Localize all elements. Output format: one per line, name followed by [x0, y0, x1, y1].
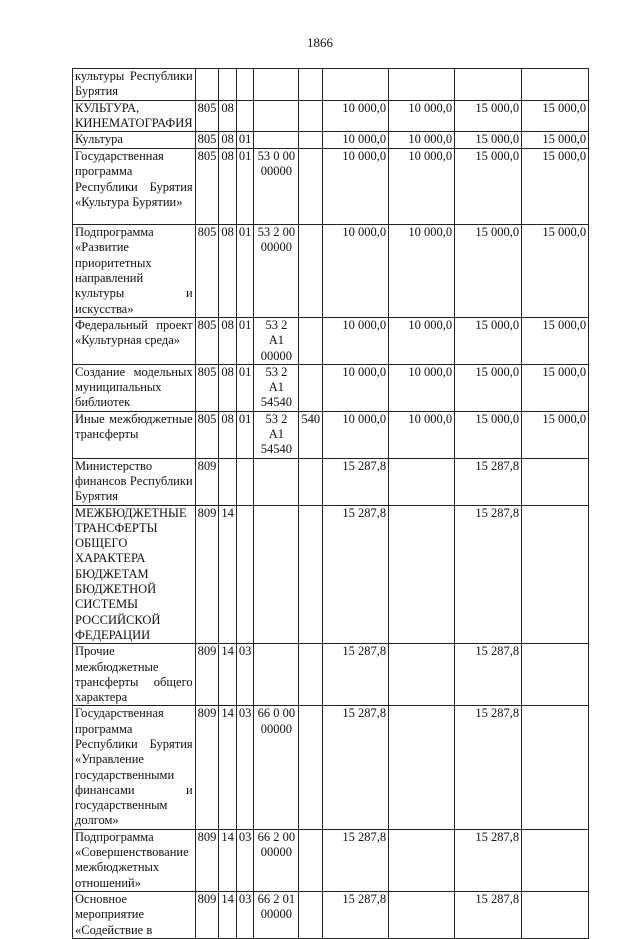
cell-vr: 540	[299, 411, 323, 458]
cell-amount-2: 10 000,0	[389, 364, 455, 411]
cell-pr	[236, 505, 254, 644]
cell-amount-3: 15 287,8	[455, 829, 522, 891]
cell-csr	[254, 132, 299, 149]
cell-pr: 03	[236, 644, 254, 706]
cell-ved: 805	[195, 364, 219, 411]
cell-ved: 809	[195, 706, 219, 829]
cell-amount-4: 15 000,0	[522, 225, 589, 318]
cell-amount-4: 15 000,0	[522, 149, 589, 225]
cell-vr	[299, 505, 323, 644]
cell-vr	[299, 149, 323, 225]
cell-ved: 805	[195, 411, 219, 458]
cell-csr: 53 2 А1 54540	[254, 364, 299, 411]
cell-pr: 03	[236, 829, 254, 891]
cell-rz: 08	[219, 364, 237, 411]
table-row	[73, 132, 589, 149]
table-row	[73, 411, 589, 458]
cell-rz: 14	[219, 891, 237, 938]
cell-amount-2: 10 000,0	[389, 225, 455, 318]
cell-pr: 03	[236, 891, 254, 938]
cell-ved: 809	[195, 458, 219, 505]
cell-ved: 805	[195, 317, 219, 364]
cell-amount-1: 10 000,0	[323, 132, 389, 149]
cell-rz	[219, 458, 237, 505]
cell-rz: 14	[219, 505, 237, 644]
cell-amount-1: 10 000,0	[323, 225, 389, 318]
table-row	[73, 706, 589, 829]
cell-vr	[299, 100, 323, 132]
cell-amount-4	[522, 69, 589, 101]
cell-ved: 809	[195, 891, 219, 938]
cell-amount-3: 15 000,0	[455, 100, 522, 132]
table-row	[73, 149, 589, 225]
cell-amount-3: 15 000,0	[455, 411, 522, 458]
cell-pr: 01	[236, 411, 254, 458]
cell-amount-2	[389, 706, 455, 829]
cell-amount-4: 15 000,0	[522, 364, 589, 411]
cell-csr: 53 2 00 00000	[254, 225, 299, 318]
cell-vr	[299, 364, 323, 411]
cell-amount-4	[522, 706, 589, 829]
cell-amount-4: 15 000,0	[522, 411, 589, 458]
table-row	[73, 317, 589, 364]
cell-name: Создание модельных муниципальных библиотек	[73, 364, 196, 411]
cell-pr: 01	[236, 149, 254, 225]
cell-ved: 809	[195, 505, 219, 644]
cell-ved: 805	[195, 132, 219, 149]
cell-vr	[299, 69, 323, 101]
cell-csr: 53 2 А1 00000	[254, 317, 299, 364]
cell-pr: 01	[236, 364, 254, 411]
cell-name: Подпрограмма «Совершенствование межбюджетных отношений»	[73, 829, 196, 891]
cell-rz: 08	[219, 411, 237, 458]
cell-ved: 809	[195, 829, 219, 891]
cell-amount-1: 15 287,8	[323, 706, 389, 829]
cell-amount-3: 15 287,8	[455, 458, 522, 505]
budget-table-body	[73, 69, 589, 939]
cell-rz: 08	[219, 317, 237, 364]
cell-amount-3: 15 287,8	[455, 891, 522, 938]
cell-amount-1: 10 000,0	[323, 364, 389, 411]
table-row	[73, 505, 589, 644]
cell-csr	[254, 458, 299, 505]
cell-vr	[299, 706, 323, 829]
cell-pr: 01	[236, 132, 254, 149]
cell-ved: 805	[195, 225, 219, 318]
cell-pr: 03	[236, 706, 254, 829]
cell-amount-3: 15 287,8	[455, 644, 522, 706]
cell-amount-3: 15 287,8	[455, 505, 522, 644]
cell-vr	[299, 458, 323, 505]
cell-amount-2: 10 000,0	[389, 132, 455, 149]
table-row	[73, 225, 589, 318]
cell-pr	[236, 100, 254, 132]
cell-amount-3: 15 000,0	[455, 225, 522, 318]
cell-pr: 01	[236, 317, 254, 364]
cell-name: Прочие межбюджетные трансферты общего характера	[73, 644, 196, 706]
cell-name: Подпрограмма «Развитие приоритетных направлений культуры и искусства»	[73, 225, 196, 318]
cell-amount-1: 10 000,0	[323, 317, 389, 364]
cell-name: Культура	[73, 132, 196, 149]
cell-amount-1	[323, 69, 389, 101]
cell-csr	[254, 505, 299, 644]
cell-amount-2: 10 000,0	[389, 317, 455, 364]
cell-amount-1: 15 287,8	[323, 458, 389, 505]
cell-amount-2: 10 000,0	[389, 411, 455, 458]
cell-rz: 08	[219, 149, 237, 225]
cell-amount-2	[389, 644, 455, 706]
cell-ved: 805	[195, 149, 219, 225]
cell-amount-4: 15 000,0	[522, 132, 589, 149]
cell-rz: 08	[219, 100, 237, 132]
cell-amount-4	[522, 829, 589, 891]
cell-pr: 01	[236, 225, 254, 318]
cell-amount-3: 15 287,8	[455, 706, 522, 829]
cell-name: Министерство финансов Республики Бурятия	[73, 458, 196, 505]
cell-vr	[299, 829, 323, 891]
cell-name: Федеральный проект «Культурная среда»	[73, 317, 196, 364]
cell-amount-2	[389, 69, 455, 101]
cell-amount-1: 10 000,0	[323, 149, 389, 225]
table-row	[73, 891, 589, 938]
cell-vr	[299, 317, 323, 364]
cell-csr: 53 0 00 00000	[254, 149, 299, 225]
cell-csr	[254, 644, 299, 706]
cell-csr: 66 2 00 00000	[254, 829, 299, 891]
cell-amount-2	[389, 505, 455, 644]
cell-csr: 66 0 00 00000	[254, 706, 299, 829]
cell-name: Иные межбюджетные трансферты	[73, 411, 196, 458]
page-number: 1866	[307, 35, 333, 50]
cell-amount-2	[389, 891, 455, 938]
cell-vr	[299, 891, 323, 938]
cell-amount-3: 15 000,0	[455, 132, 522, 149]
cell-amount-1: 15 287,8	[323, 505, 389, 644]
cell-name: КУЛЬТУРА, КИНЕМАТОГРАФИЯ	[73, 100, 196, 132]
cell-amount-4: 15 000,0	[522, 100, 589, 132]
cell-amount-3	[455, 69, 522, 101]
table-row	[73, 100, 589, 132]
cell-rz: 14	[219, 644, 237, 706]
cell-name: Государственная программа Республики Бурятия «Управление государственными финансами и государственным долгом»	[73, 706, 196, 829]
cell-rz: 14	[219, 829, 237, 891]
budget-table	[72, 68, 589, 939]
cell-vr	[299, 644, 323, 706]
cell-amount-2	[389, 458, 455, 505]
cell-rz: 08	[219, 132, 237, 149]
table-row	[73, 364, 589, 411]
cell-name: Основное мероприятие «Содействие в	[73, 891, 196, 938]
cell-vr	[299, 225, 323, 318]
cell-csr: 66 2 01 00000	[254, 891, 299, 938]
cell-ved: 805	[195, 100, 219, 132]
cell-pr	[236, 458, 254, 505]
cell-amount-1: 10 000,0	[323, 100, 389, 132]
cell-amount-2: 10 000,0	[389, 100, 455, 132]
cell-amount-1: 15 287,8	[323, 644, 389, 706]
cell-name: Государственная программа Республики Бурятия «Культура Бурятии»	[73, 149, 196, 225]
cell-ved	[195, 69, 219, 101]
cell-amount-1: 15 287,8	[323, 829, 389, 891]
table-row	[73, 69, 589, 101]
cell-rz	[219, 69, 237, 101]
cell-amount-4	[522, 505, 589, 644]
table-row	[73, 829, 589, 891]
cell-pr	[236, 69, 254, 101]
table-row	[73, 644, 589, 706]
cell-amount-4	[522, 458, 589, 505]
cell-csr	[254, 69, 299, 101]
cell-amount-2: 10 000,0	[389, 149, 455, 225]
cell-amount-1: 15 287,8	[323, 891, 389, 938]
cell-csr: 53 2 А1 54540	[254, 411, 299, 458]
cell-amount-4	[522, 891, 589, 938]
cell-name: МЕЖБЮДЖЕТНЫЕ ТРАНСФЕРТЫ ОБЩЕГО ХАРАКТЕРА БЮДЖЕТАМ БЮДЖЕТНОЙ СИСТЕМЫ РОССИЙСКОЙ ФЕДЕРАЦИИ	[73, 505, 196, 644]
cell-ved: 809	[195, 644, 219, 706]
table-row	[73, 458, 589, 505]
cell-amount-1: 10 000,0	[323, 411, 389, 458]
cell-rz: 14	[219, 706, 237, 829]
cell-rz: 08	[219, 225, 237, 318]
cell-amount-4	[522, 644, 589, 706]
cell-amount-3: 15 000,0	[455, 364, 522, 411]
cell-amount-2	[389, 829, 455, 891]
cell-name: культуры Республики Бурятия	[73, 69, 196, 101]
cell-vr	[299, 132, 323, 149]
cell-csr	[254, 100, 299, 132]
cell-amount-3: 15 000,0	[455, 149, 522, 225]
cell-amount-4: 15 000,0	[522, 317, 589, 364]
cell-amount-3: 15 000,0	[455, 317, 522, 364]
